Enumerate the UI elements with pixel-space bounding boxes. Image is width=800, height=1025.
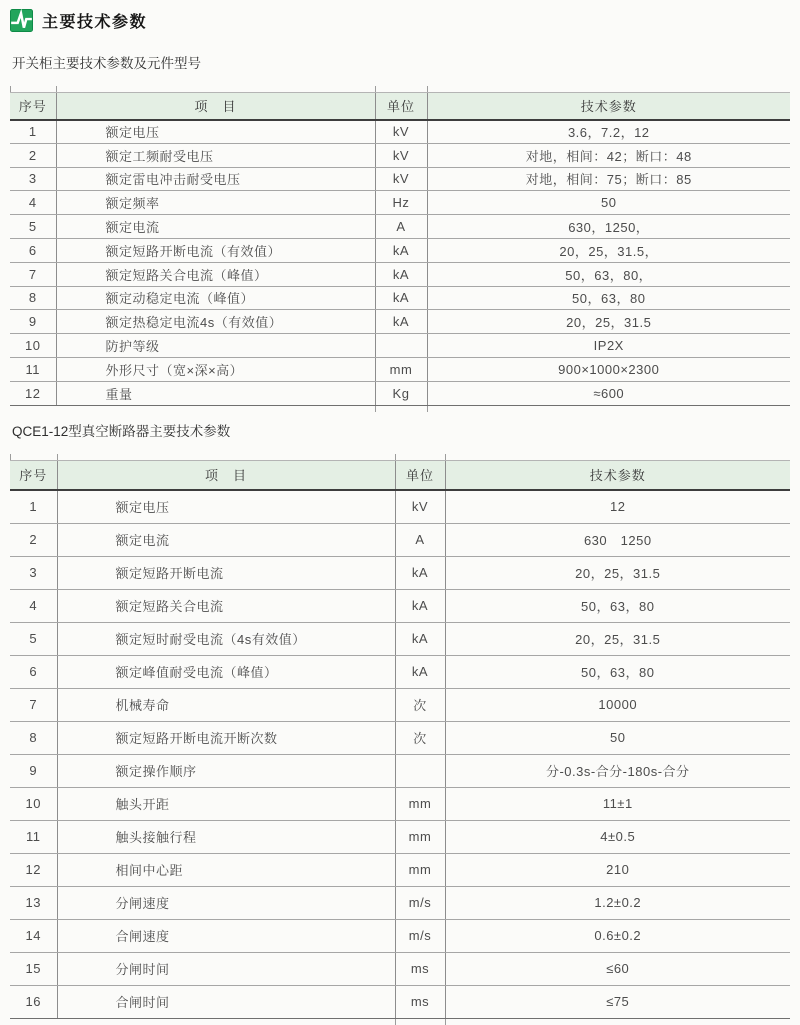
unit-cell: mm [395,820,445,853]
value-cell: 630 1250 [445,523,790,556]
seq-cell: 12 [10,381,56,405]
item-cell: 触头开距 [57,787,395,820]
table-row [10,215,790,239]
unit-cell: m/s [395,886,445,919]
value-cell: 11±1 [445,787,790,820]
value-cell: 50，63，80 [445,589,790,622]
item-cell: 额定峰值耐受电流（峰值） [57,655,395,688]
seq-cell: 16 [10,985,57,1018]
column-rule-tick [375,406,376,412]
table-2-wrapper [10,460,790,1019]
table-1-wrapper [10,92,790,406]
seq-cell: 11 [10,357,56,381]
value-cell: ≈600 [427,381,790,405]
table-row [10,754,790,787]
table-row [10,853,790,886]
item-cell: 防护等级 [56,334,375,358]
table-row [10,334,790,358]
seq-cell: 4 [10,191,56,215]
table-row [10,985,790,1018]
seq-cell: 5 [10,215,56,239]
value-cell: 20，25，31.5 [445,622,790,655]
table-row [10,688,790,721]
seq-cell: 9 [10,310,56,334]
unit-cell: kA [395,655,445,688]
table-row [10,167,790,191]
page-title: 主要技术参数 [42,14,148,31]
unit-cell: kA [375,286,427,310]
breaker-spec-table [10,460,790,1019]
value-cell: 分-0.3s-合分-180s-合分 [445,754,790,787]
value-cell: 50，63，80 [445,655,790,688]
column-rule-tick [10,86,11,92]
seq-cell: 10 [10,787,57,820]
table-row [10,952,790,985]
table-row [10,523,790,556]
table-row [10,886,790,919]
unit-cell: A [395,523,445,556]
item-cell: 重量 [56,381,375,405]
item-cell: 相间中心距 [57,853,395,886]
unit-cell: kV [375,143,427,167]
value-cell: 630，1250， [427,215,790,239]
seq-cell: 10 [10,334,56,358]
item-cell: 额定电压 [57,490,395,523]
item-cell: 额定工频耐受电压 [56,143,375,167]
value-cell: 50 [427,191,790,215]
column-header-3: 技术参数 [427,93,790,120]
header-row [10,460,790,490]
column-header-2: 单位 [375,93,427,120]
unit-cell: kV [375,120,427,144]
unit-cell: 次 [395,721,445,754]
unit-cell [375,334,427,358]
value-cell: 10000 [445,688,790,721]
column-rule-tick [427,86,428,92]
unit-cell: ms [395,985,445,1018]
unit-cell: kA [395,589,445,622]
unit-cell: ms [395,952,445,985]
unit-cell: kA [375,310,427,334]
item-cell: 额定电流 [57,523,395,556]
seq-cell: 8 [10,286,56,310]
table-row [10,490,790,523]
seq-cell: 12 [10,853,57,886]
item-cell: 额定短路开断电流（有效值） [56,238,375,262]
table-row [10,286,790,310]
item-cell: 额定操作顺序 [57,754,395,787]
table-2-caption: QCE1-12型真空断路器主要技术参数 [12,423,231,439]
column-header-1: 项 目 [57,460,395,490]
unit-cell: kV [375,167,427,191]
table-row [10,120,790,144]
column-rule-tick [10,454,11,460]
value-cell: 对地，相间：42；断口：48 [427,143,790,167]
column-rule-tick [445,454,446,460]
seq-cell: 6 [10,655,57,688]
value-cell: 对地，相间：75；断口：85 [427,167,790,191]
item-cell: 额定热稳定电流4s（有效值） [56,310,375,334]
value-cell: 4±0.5 [445,820,790,853]
table-row [10,556,790,589]
unit-cell: kA [395,622,445,655]
item-cell: 机械寿命 [57,688,395,721]
seq-cell: 3 [10,167,56,191]
unit-cell: 次 [395,688,445,721]
column-rule-tick [56,86,57,92]
value-cell: 50，63，80， [427,262,790,286]
table-row [10,655,790,688]
value-cell: ≤60 [445,952,790,985]
seq-cell: 1 [10,490,57,523]
value-cell: 210 [445,853,790,886]
column-header-1: 项 目 [56,93,375,120]
item-cell: 触头接触行程 [57,820,395,853]
item-cell: 额定短路开断电流 [57,556,395,589]
unit-cell: mm [395,853,445,886]
seq-cell: 4 [10,589,57,622]
table-row [10,787,790,820]
item-cell: 额定短路关合电流（峰值） [56,262,375,286]
unit-cell [395,754,445,787]
column-header-3: 技术参数 [445,460,790,490]
item-cell: 额定短路开断电流开断次数 [57,721,395,754]
column-header-0: 序号 [10,460,57,490]
column-rule-tick [395,454,396,460]
table-1-caption: 开关柜主要技术参数及元件型号 [12,56,201,71]
unit-cell: kA [395,556,445,589]
unit-cell: Kg [375,381,427,405]
value-cell: 50 [445,721,790,754]
value-cell: 20，25，31.5 [445,556,790,589]
unit-cell: m/s [395,919,445,952]
table-row [10,622,790,655]
column-rule-tick [57,454,58,460]
column-rule-tick [395,1019,396,1025]
column-rule-tick [427,406,428,412]
table-row [10,589,790,622]
item-cell: 分闸时间 [57,952,395,985]
table-row [10,191,790,215]
seq-cell: 5 [10,622,57,655]
table-row [10,721,790,754]
seq-cell: 2 [10,523,57,556]
value-cell: 1.2±0.2 [445,886,790,919]
pulse-icon [10,9,33,32]
table-row [10,820,790,853]
section-title-bar [10,8,790,33]
value-cell: 12 [445,490,790,523]
column-header-2: 单位 [395,460,445,490]
table-row [10,310,790,334]
unit-cell: kA [375,262,427,286]
unit-cell: mm [375,357,427,381]
item-cell: 合闸时间 [57,985,395,1018]
item-cell: 额定雷电冲击耐受电压 [56,167,375,191]
unit-cell: A [375,215,427,239]
item-cell: 合闸速度 [57,919,395,952]
item-cell: 额定动稳定电流（峰值） [56,286,375,310]
unit-cell: mm [395,787,445,820]
item-cell: 额定电流 [56,215,375,239]
seq-cell: 2 [10,143,56,167]
column-rule-tick [375,86,376,92]
column-header-0: 序号 [10,93,56,120]
unit-cell: Hz [375,191,427,215]
seq-cell: 11 [10,820,57,853]
value-cell: 50，63，80 [427,286,790,310]
value-cell: 20，25，31.5 [427,310,790,334]
seq-cell: 9 [10,754,57,787]
table-row [10,919,790,952]
seq-cell: 7 [10,262,56,286]
value-cell: 3.6，7.2，12 [427,120,790,144]
value-cell: ≤75 [445,985,790,1018]
seq-cell: 15 [10,952,57,985]
seq-cell: 13 [10,886,57,919]
item-cell: 额定短时耐受电流（4s有效值） [57,622,395,655]
table-row [10,238,790,262]
seq-cell: 8 [10,721,57,754]
seq-cell: 6 [10,238,56,262]
switchgear-spec-table [10,92,790,406]
table-row [10,262,790,286]
value-cell: 20，25，31.5， [427,238,790,262]
item-cell: 额定电压 [56,120,375,144]
seq-cell: 1 [10,120,56,144]
seq-cell: 7 [10,688,57,721]
item-cell: 外形尺寸（宽×深×高） [56,357,375,381]
item-cell: 分闸速度 [57,886,395,919]
seq-cell: 3 [10,556,57,589]
unit-cell: kV [395,490,445,523]
table-row [10,357,790,381]
item-cell: 额定短路关合电流 [57,589,395,622]
value-cell: 0.6±0.2 [445,919,790,952]
table-row [10,381,790,405]
value-cell: 900×1000×2300 [427,357,790,381]
value-cell: IP2X [427,334,790,358]
header-row [10,93,790,120]
item-cell: 额定频率 [56,191,375,215]
unit-cell: kA [375,238,427,262]
table-row [10,143,790,167]
seq-cell: 14 [10,919,57,952]
column-rule-tick [445,1019,446,1025]
